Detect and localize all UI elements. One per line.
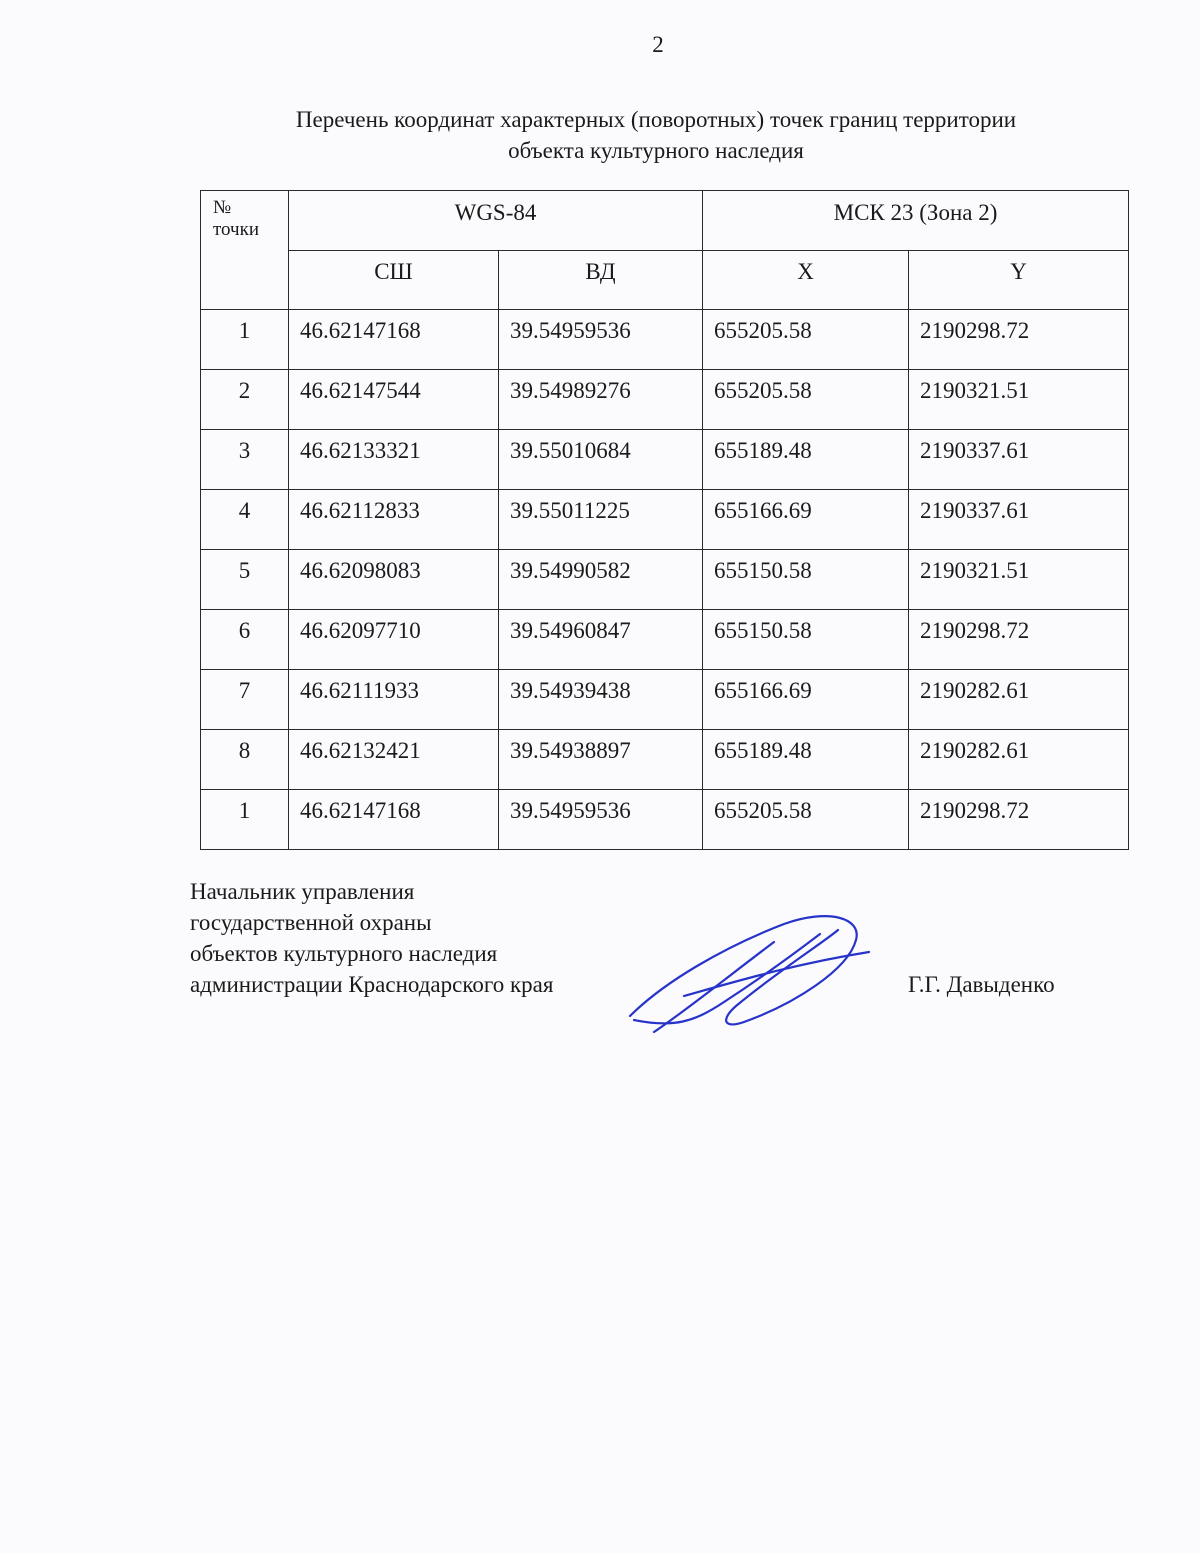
cell-y: 2190337.61 (909, 430, 1129, 490)
cell-point-number: 8 (201, 730, 289, 790)
cell-y: 2190321.51 (909, 370, 1129, 430)
cell-latitude: 46.62132421 (289, 730, 499, 790)
cell-x: 655150.58 (703, 550, 909, 610)
cell-y: 2190298.72 (909, 610, 1129, 670)
signatory-line-4: администрации Краснодарского края (190, 972, 554, 997)
title-line-1: Перечень координат характерных (поворотных) точек границ территории (295, 107, 1017, 132)
cell-x: 655150.58 (703, 610, 909, 670)
cell-y: 2190282.61 (909, 730, 1129, 790)
cell-latitude: 46.62098083 (289, 550, 499, 610)
cell-point-number: 4 (201, 490, 289, 550)
cell-latitude: 46.62111933 (289, 670, 499, 730)
cell-longitude: 39.55010684 (499, 430, 703, 490)
header-longitude: ВД (499, 251, 703, 310)
signatory-line-2: государственной охраны (190, 910, 432, 935)
cell-longitude: 39.55011225 (499, 490, 703, 550)
signatory-line-3: объектов культурного наследия (190, 941, 498, 966)
cell-longitude: 39.54959536 (499, 310, 703, 370)
cell-latitude: 46.62097710 (289, 610, 499, 670)
cell-y: 2190298.72 (909, 790, 1129, 850)
page-number: 2 (652, 32, 664, 57)
cell-point-number: 3 (201, 430, 289, 490)
table-row (201, 370, 1129, 430)
coordinates-table (200, 190, 1129, 850)
table-row (201, 730, 1129, 790)
cell-x: 655189.48 (703, 430, 909, 490)
header-latitude: СШ (289, 251, 499, 310)
cell-x: 655189.48 (703, 730, 909, 790)
header-wgs84: WGS-84 (289, 191, 703, 251)
cell-y: 2190321.51 (909, 550, 1129, 610)
cell-latitude: 46.62112833 (289, 490, 499, 550)
table-row (201, 430, 1129, 490)
cell-latitude: 46.62147544 (289, 370, 499, 430)
signatory-line-1: Начальник управления (190, 879, 415, 904)
handwritten-signature (624, 912, 874, 1040)
header-msk23: МСК 23 (Зона 2) (703, 191, 1129, 251)
header-x: X (703, 251, 909, 310)
cell-y: 2190298.72 (909, 310, 1129, 370)
cell-longitude: 39.54939438 (499, 670, 703, 730)
cell-point-number: 1 (201, 790, 289, 850)
cell-x: 655205.58 (703, 310, 909, 370)
cell-point-number: 5 (201, 550, 289, 610)
cell-point-number: 7 (201, 670, 289, 730)
cell-y: 2190282.61 (909, 670, 1129, 730)
cell-latitude: 46.62147168 (289, 310, 499, 370)
cell-longitude: 39.54938897 (499, 730, 703, 790)
title-line-2: объекта культурного наследия (508, 138, 804, 163)
header-point-number-line1: № (213, 197, 232, 218)
table-row (201, 310, 1129, 370)
cell-y: 2190337.61 (909, 490, 1129, 550)
signatory-title (190, 876, 553, 1000)
header-row-groups (201, 191, 1129, 251)
header-point-number (201, 191, 289, 310)
cell-point-number: 2 (201, 370, 289, 430)
cell-x: 655166.69 (703, 490, 909, 550)
table-row (201, 610, 1129, 670)
cell-latitude: 46.62133321 (289, 430, 499, 490)
cell-longitude: 39.54990582 (499, 550, 703, 610)
cell-point-number: 1 (201, 310, 289, 370)
document-title (200, 104, 1112, 166)
signer-name: Г.Г. Давыденко (908, 972, 1055, 997)
cell-longitude: 39.54989276 (499, 370, 703, 430)
header-y: Y (909, 251, 1129, 310)
cell-longitude: 39.54959536 (499, 790, 703, 850)
table-row (201, 490, 1129, 550)
table-row (201, 670, 1129, 730)
cell-x: 655205.58 (703, 370, 909, 430)
header-point-number-line2: точки (213, 219, 260, 240)
table-row (201, 550, 1129, 610)
table-row (201, 790, 1129, 850)
cell-x: 655205.58 (703, 790, 909, 850)
cell-longitude: 39.54960847 (499, 610, 703, 670)
cell-point-number: 6 (201, 610, 289, 670)
header-row-columns (201, 251, 1129, 310)
cell-latitude: 46.62147168 (289, 790, 499, 850)
cell-x: 655166.69 (703, 670, 909, 730)
